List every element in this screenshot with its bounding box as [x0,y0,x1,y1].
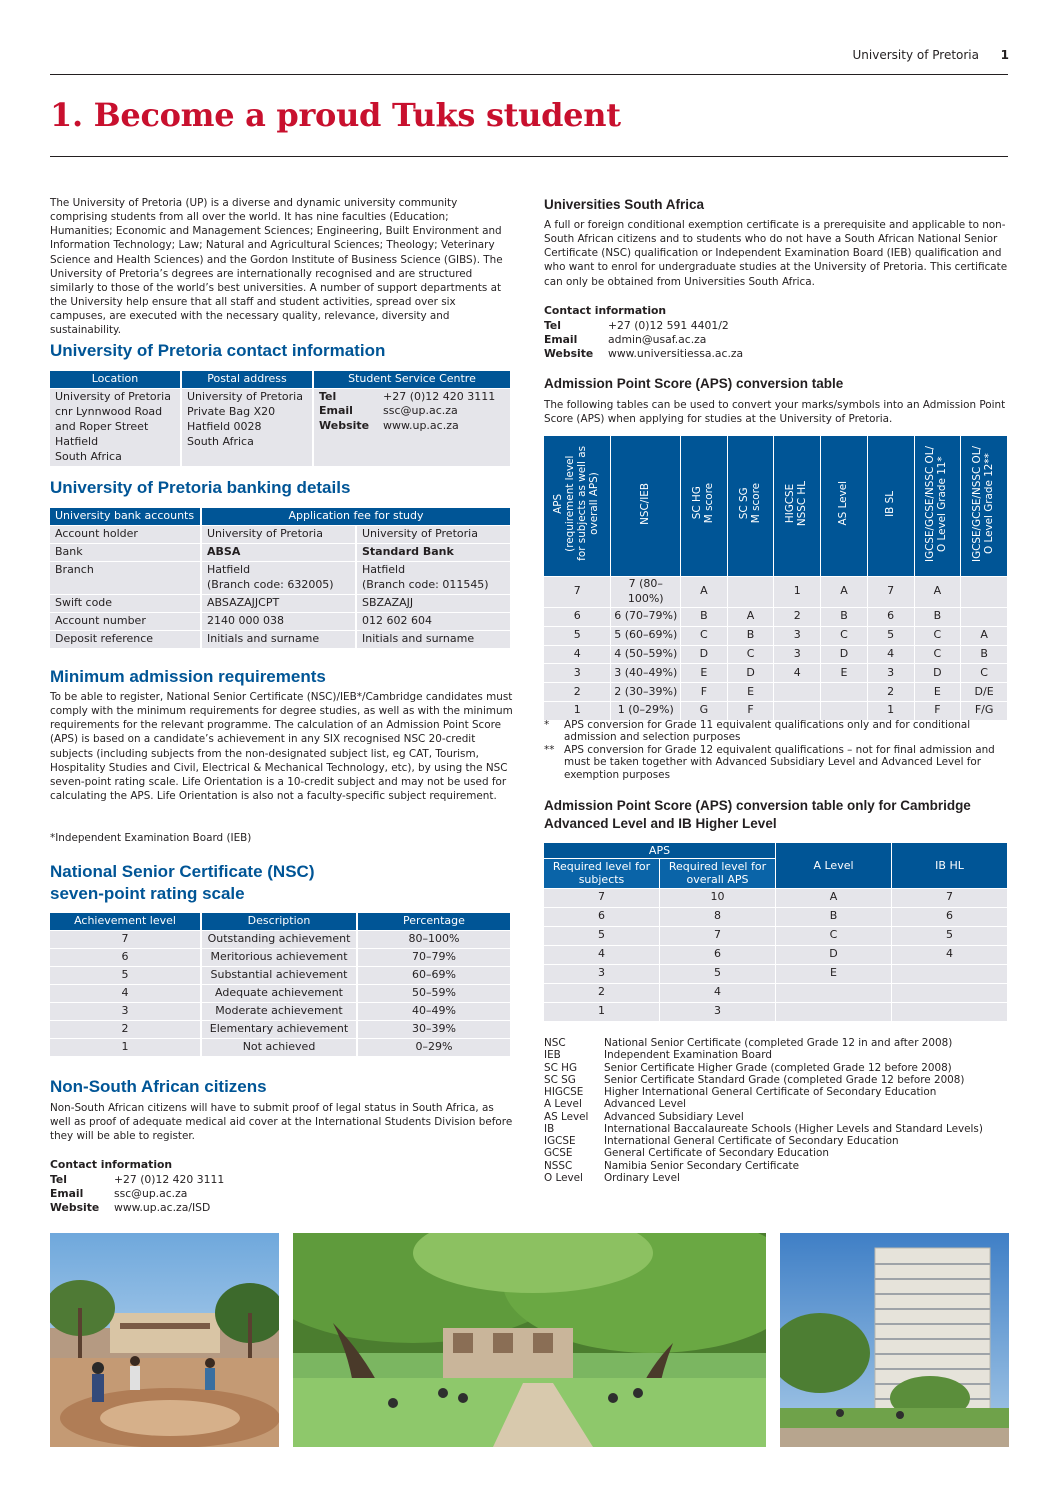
cambridge-cell [892,965,1007,983]
aps-cell: 5 [868,627,914,645]
nsc-header-pct: Percentage [358,913,510,930]
note-text: APS conversion for Grade 12 equivalent qualifications – not for final admission and must be taken together with Advanced Subsidiary Level and Advanced Level for exemption purposes [564,743,995,781]
bank-label: Account holder [50,526,200,543]
table-row [544,577,1007,607]
nsc-desc: Elementary achievement [202,1021,356,1038]
aps-cell: D [681,646,727,664]
usaf-website[interactable]: www.universitiessa.ac.za [608,346,744,360]
contact-heading: University of Pretoria contact information [50,341,386,360]
nsc-table [50,912,514,1057]
cambridge-cell: 6 [892,908,1007,926]
bank-value: University of Pretoria [357,526,510,543]
nsc-level: 5 [50,967,200,984]
contact-location-cell [50,389,180,466]
table-row [544,1003,1007,1021]
cambridge-heading [544,797,1008,833]
nsc-pct: 0–29% [358,1039,510,1056]
aps-col-header: NSC/IEB [611,436,680,576]
aps-cell: E [821,664,867,682]
cambridge-cell: 5 [892,927,1007,945]
aps-col-header: AS Level [821,436,867,576]
bank-value: University of Pretoria [202,526,355,543]
aps-cell: F [681,683,727,701]
cambridge-cell: 7 [892,889,1007,907]
bank-label: Account number [50,613,200,630]
nsc-desc: Moderate achievement [202,1003,356,1020]
aps-cell: 1 [544,702,610,720]
usaf-email[interactable]: admin@usaf.ac.za [608,332,707,346]
aps-cell: G [681,702,727,720]
aps-cell: D [728,664,774,682]
aps-paragraph: The following tables can be used to convert your marks/symbols into an Admission Point Score (APS) when applying for studies at the University of Pretoria. [544,399,1006,426]
abbreviation-meaning: Advanced Subsidiary Level [604,1110,744,1123]
table-row [544,683,1007,701]
cambridge-cell: 6 [660,946,775,964]
cambridge-cell [892,1003,1007,1021]
aps-cell: 4 [868,646,914,664]
tower-illustration [780,1233,1009,1447]
aps-cell: B [821,608,867,626]
nsc-level: 3 [50,1003,200,1020]
contact-ssc-cell [314,389,510,466]
table-row [544,627,1007,645]
aps-cell: 1 [868,702,914,720]
nsc-desc: Substantial achievement [202,967,356,984]
aps-cell: E [915,683,961,701]
cambridge-cell: 4 [892,946,1007,964]
non-sa-tel-label: Tel [50,1172,67,1186]
aps-cell [774,702,820,720]
aps-cell: 7 (80–100%) [611,577,680,607]
ssc-tel[interactable]: +27 (0)12 420 3111 [383,389,496,403]
table-row [544,702,1007,720]
bank-value: SBZAZAJJ [357,595,510,612]
nsc-desc: Adequate achievement [202,985,356,1002]
usaf-contact-heading: Contact information [544,304,667,317]
nsc-heading [50,861,514,905]
location-line: Hatfield [55,434,99,448]
cambridge-cell: 4 [660,984,775,1002]
cambridge-cell: 3 [544,965,659,983]
cambridge-cell: 5 [660,965,775,983]
title-rule [50,156,1008,157]
branch-code: (Branch code: 011545) [362,577,489,591]
contact-header-ssc: Student Service Centre [314,371,510,388]
aps-notes [544,719,1008,781]
aps-col-header: SC SG M score [728,436,774,576]
abbreviation-meaning: International Baccalaureate Schools (Higher Levels and Standard Levels) [604,1122,983,1135]
aps-cell: A [821,577,867,607]
usaf-heading: Universities South Africa [544,197,705,212]
aps-cell: C [961,664,1007,682]
abbreviation-meaning: Independent Examination Board [604,1049,772,1062]
abbreviation-term: IGCSE [544,1135,576,1148]
non-sa-website[interactable]: www.up.ac.za/ISD [114,1200,211,1214]
abbreviation-term: SC SG [544,1073,576,1086]
table-row [544,946,1007,964]
table-row [50,1021,510,1038]
aps-cell: 3 [544,664,610,682]
bank-label: Branch [50,562,200,594]
abbreviation-meaning: Ordinary Level [604,1171,680,1184]
usaf-paragraph: A full or foreign conditional exemption certificate is a prerequisite and applicable to non-South African citizens and to students who do not have a South African National Senior Certificate (NSC) qualification or Independent Examination Board (IEB) qualification and who want to enrol for undergraduate studies at the University of Pretoria. This certificate can only be obtained from Universities South Africa. [544,219,1008,288]
abbreviation-term: IEB [544,1049,561,1062]
abbreviation-term: O Level [544,1171,583,1184]
branch-name: Hatfield [207,562,251,576]
campus-photo-tower [780,1233,1009,1447]
campus-photo-lawn [293,1233,766,1447]
cambridge-cell: A [776,889,891,907]
minimum-paragraph: To be able to register, National Senior Certificate (NSC)/IEB*/Cambridge candidates must comply with the minimum requirements for degree studies, as well as with the minimum requirements for the relevant programme. The calculation of an Admission Point Score (APS) is based on a candidate’s achievement in any SIX recognised NSC 20-credit subjects (including subjects from the non-designated subject list, eg CAT, Tourism, Hospitality Studies and Civil, Electrical & Mechanical Technology, etc), by using the NSC seven-point rating scale. Life Orientation is a 10-credit subject and may not be used for calculating the APS. Life Orientation is also not a faculty-specific subject requirement. [50,691,513,802]
table-row [544,664,1007,682]
aps-cell: A [681,577,727,607]
aps-table [544,435,1008,721]
banking-header-accounts: University bank accounts [50,508,200,525]
aps-cell: F [728,702,774,720]
location-line: University of Pretoria [55,389,171,403]
non-sa-email[interactable]: ssc@up.ac.za [114,1186,188,1200]
aps-cell: 6 [544,608,610,626]
nsc-pct: 80–100% [358,931,510,948]
page-title: 1. Become a proud Tuks student [50,96,621,134]
aps-cell: 2 [774,608,820,626]
postal-line: Private Bag X20 [187,404,276,418]
aps-cell: D/E [961,683,1007,701]
usaf-email-label: Email [544,332,578,346]
table-row [544,927,1007,945]
aps-cell: D [915,664,961,682]
abbreviation-meaning: Senior Certificate Standard Grade (completed Grade 12 before 2008) [604,1073,965,1086]
aps-cell: A [915,577,961,607]
cambridge-cell: 1 [544,1003,659,1021]
running-title: University of Pretoria [852,48,979,62]
ssc-tel-label: Tel [319,389,337,403]
bank-value: 012 602 604 [357,613,510,630]
nsc-pct: 40–49% [358,1003,510,1020]
nsc-heading-line2: seven-point rating scale [50,884,245,904]
bank-value: 2140 000 038 [202,613,355,630]
cambridge-header-ibhl: IB HL [892,843,1007,888]
bank-value: Initials and surname [357,631,510,648]
ieb-footnote: *Independent Examination Board (IEB) [50,832,252,844]
banking-header-fee: Application fee for study [202,508,510,525]
non-sa-website-label: Website [50,1200,100,1214]
bank-label: Bank [50,544,200,561]
aps-cell: F [915,702,961,720]
nsc-level: 7 [50,931,200,948]
nsc-heading-line1: National Senior Certificate (NSC) [50,862,315,881]
cambridge-group-header: APS [544,843,775,858]
nsc-desc: Outstanding achievement [202,931,356,948]
aps-cell [728,577,774,607]
bank-value [357,562,510,594]
table-row [50,949,510,966]
non-sa-contact [50,1158,514,1215]
aps-cell: B [728,627,774,645]
aps-cell: B [961,646,1007,664]
aps-cell: A [961,627,1007,645]
aps-col-header: IGCSE/GCSE/NSSC OL/ O Level Grade 12** [961,436,1007,576]
table-row [50,562,510,594]
table-row [544,908,1007,926]
usaf-website-label: Website [544,346,594,360]
cambridge-table [544,842,1008,1022]
aps-cell: 2 [868,683,914,701]
banking-table [50,507,514,649]
table-row [544,965,1007,983]
table-row [50,526,510,543]
aps-cell: 3 [774,646,820,664]
bank-label: Swift code [50,595,200,612]
aps-cell: 3 [774,627,820,645]
aps-cell: 4 [544,646,610,664]
non-sa-paragraph: Non-South African citizens will have to submit proof of legal status in South Africa, as well as proof of adequate medical aid cover at the International Students Division before they will be able to register. [50,1102,513,1143]
postal-line: Hatfield 0028 [187,419,262,433]
contact-postal-cell [182,389,312,466]
campus-photo-plaza [50,1233,279,1447]
abbreviation-meaning: Higher International General Certificate of Secondary Education [604,1086,937,1099]
aps-cell: E [728,683,774,701]
banking-heading: University of Pretoria banking details [50,478,351,497]
non-sa-contact-heading: Contact information [50,1158,173,1171]
aps-cell: 7 [544,577,610,607]
nsc-pct: 60–69% [358,967,510,984]
aps-cell: 6 (70–79%) [611,608,680,626]
cambridge-cell: C [776,927,891,945]
cambridge-header-overall: Required level for overall APS [660,859,775,887]
aps-col-header: APS (requirement level for subjects as well as overall APS) [544,436,610,576]
abbreviation-term: SC HG [544,1061,578,1074]
table-row [50,544,510,561]
cambridge-heading-line1: Admission Point Score (APS) conversion table only for Cambridge [544,798,971,813]
aps-cell: 4 [774,664,820,682]
abbreviation-meaning: General Certificate of Secondary Education [604,1147,829,1160]
ssc-website-label: Website [319,418,370,432]
ssc-website[interactable]: www.up.ac.za [383,418,459,432]
cambridge-header-alevel: A Level [776,843,891,888]
lawn-illustration [293,1233,766,1447]
cambridge-cell: E [776,965,891,983]
cambridge-cell: 2 [544,984,659,1002]
nsc-desc: Meritorious achievement [202,949,356,966]
table-row [50,985,510,1002]
aps-heading: Admission Point Score (APS) conversion table [544,376,844,391]
page-number: 1 [1000,48,1009,62]
cambridge-cell: 10 [660,889,775,907]
aps-cell: 7 [868,577,914,607]
abbreviation-meaning: International General Certificate of Secondary Education [604,1135,899,1148]
aps-cell [821,683,867,701]
plaza-illustration [50,1233,279,1447]
nsc-pct: 50–59% [358,985,510,1002]
postal-line: University of Pretoria [187,389,303,403]
aps-cell: 1 (0–29%) [611,702,680,720]
table-row [544,889,1007,907]
abbreviation-term: IB [544,1122,555,1135]
abbreviation-term: NSC [544,1037,566,1049]
bank-value: ABSAZAJJCPT [202,595,355,612]
table-row [544,984,1007,1002]
minimum-heading: Minimum admission requirements [50,667,326,686]
cambridge-cell [776,1003,891,1021]
aps-cell: 3 (40–49%) [611,664,680,682]
abbreviation-meaning: National Senior Certificate (completed Grade 12 in and after 2008) [604,1037,953,1049]
cambridge-header-subjects: Required level for subjects [544,859,659,887]
aps-cell: C [821,627,867,645]
table-row [50,931,510,948]
aps-cell: 3 [868,664,914,682]
nsc-header-desc: Description [202,913,356,930]
nsc-header-level: Achievement level [50,913,200,930]
abbreviation-term: NSSC [544,1159,573,1172]
cambridge-cell: B [776,908,891,926]
cambridge-cell [892,984,1007,1002]
aps-cell: 4 (50–59%) [611,646,680,664]
nsc-desc: Not achieved [202,1039,356,1056]
nsc-level: 2 [50,1021,200,1038]
abbreviation-meaning: Senior Certificate Higher Grade (completed Grade 12 before 2008) [604,1061,952,1074]
usaf-tel[interactable]: +27 (0)12 591 4401/2 [608,318,729,332]
table-row [50,595,510,612]
aps-cell [821,702,867,720]
contact-header-postal: Postal address [182,371,312,388]
bank-value [202,562,355,594]
intro-paragraph: The University of Pretoria (UP) is a diverse and dynamic university community comprising students from all over the world. It has nine faculties (Education; Humanities; Economic and Management Sciences; Engineering, Built Environment and Information Technology; Law; Natural and Agricultural Sciences; Theology; Veterinary Science and Health Sciences) and the Gordon Institute of Business Science (GIBS). The University of Pretoria’s degrees are internationally recognised and are structured similarly to those of the world’s best universities. A number of support departments at the University help ensure that all staff and student activities, spread over six campuses, are executed with the necessary quality, relevance, diversity and sustainability. [50,197,503,337]
cambridge-cell: 8 [660,908,775,926]
nsc-pct: 30–39% [358,1021,510,1038]
cambridge-cell: 3 [660,1003,775,1021]
note-text: APS conversion for Grade 11 equivalent qualifications only and for conditional admission and selection purposes [564,719,971,744]
note-mark: * [544,719,550,731]
note-mark: ** [544,743,555,756]
table-row [50,967,510,984]
aps-cell: C [915,646,961,664]
abbreviation-term: A Level [544,1098,582,1111]
bank-value: Initials and surname [202,631,355,648]
aps-cell: 6 [868,608,914,626]
aps-cell [961,577,1007,607]
aps-cell: 5 [544,627,610,645]
table-row [544,608,1007,626]
aps-col-header: HIGCSE NSSC HL [774,436,820,576]
nsc-level: 4 [50,985,200,1002]
cambridge-cell: 6 [544,908,659,926]
aps-cell: C [915,627,961,645]
aps-cell: 1 [774,577,820,607]
abbreviation-term: AS Level [544,1110,589,1123]
aps-cell: A [728,608,774,626]
bank-label: Deposit reference [50,631,200,648]
branch-code: (Branch code: 632005) [207,577,334,591]
bank-value: Standard Bank [357,544,510,561]
aps-cell [774,683,820,701]
postal-line: South Africa [187,434,254,448]
aps-cell: D [821,646,867,664]
table-row [544,646,1007,664]
ssc-email-label: Email [319,404,353,418]
abbreviation-term: GCSE [544,1147,573,1160]
non-sa-email-label: Email [50,1186,84,1200]
table-row [50,1003,510,1020]
cambridge-cell: 7 [660,927,775,945]
usaf-tel-label: Tel [544,318,561,332]
contact-header-location: Location [50,371,180,388]
aps-cell: 2 (30–39%) [611,683,680,701]
aps-col-header: IB SL [868,436,914,576]
location-line: South Africa [55,449,122,463]
contact-table [50,370,514,467]
aps-cell [961,608,1007,626]
cambridge-cell: 5 [544,927,659,945]
nsc-level: 6 [50,949,200,966]
abbreviation-list [544,1037,1008,1184]
aps-cell: F/G [961,702,1007,720]
abbreviation-term: HIGCSE [544,1086,584,1099]
non-sa-tel[interactable]: +27 (0)12 420 3111 [114,1172,225,1186]
table-row [50,1039,510,1056]
abbreviation-meaning: Namibia Senior Secondary Certificate [604,1159,799,1172]
abbreviation-meaning: Advanced Level [604,1098,687,1111]
aps-cell: E [681,664,727,682]
location-line: and Roper Street [55,419,149,433]
usaf-contact [544,304,1008,361]
cambridge-heading-line2: Advanced Level and IB Higher Level [544,816,777,832]
cambridge-cell: D [776,946,891,964]
table-row [50,613,510,630]
nsc-level: 1 [50,1039,200,1056]
aps-cell: 2 [544,683,610,701]
aps-col-header: IGCSE/GCSE/NSSC OL/ O Level Grade 11* [915,436,961,576]
aps-cell: C [681,627,727,645]
aps-cell: B [681,608,727,626]
bank-value: ABSA [202,544,355,561]
aps-col-header: SC HG M score [681,436,727,576]
non-sa-heading: Non-South African citizens [50,1077,267,1096]
table-row [50,631,510,648]
cambridge-cell: 7 [544,889,659,907]
nsc-pct: 70–79% [358,949,510,966]
aps-cell: 5 (60–69%) [611,627,680,645]
location-line: cnr Lynnwood Road [55,404,163,418]
aps-cell: B [915,608,961,626]
cambridge-cell: 4 [544,946,659,964]
header-rule [50,74,1008,75]
aps-cell: C [728,646,774,664]
cambridge-cell [776,984,891,1002]
branch-name: Hatfield [362,562,406,576]
ssc-email[interactable]: ssc@up.ac.za [383,404,458,418]
